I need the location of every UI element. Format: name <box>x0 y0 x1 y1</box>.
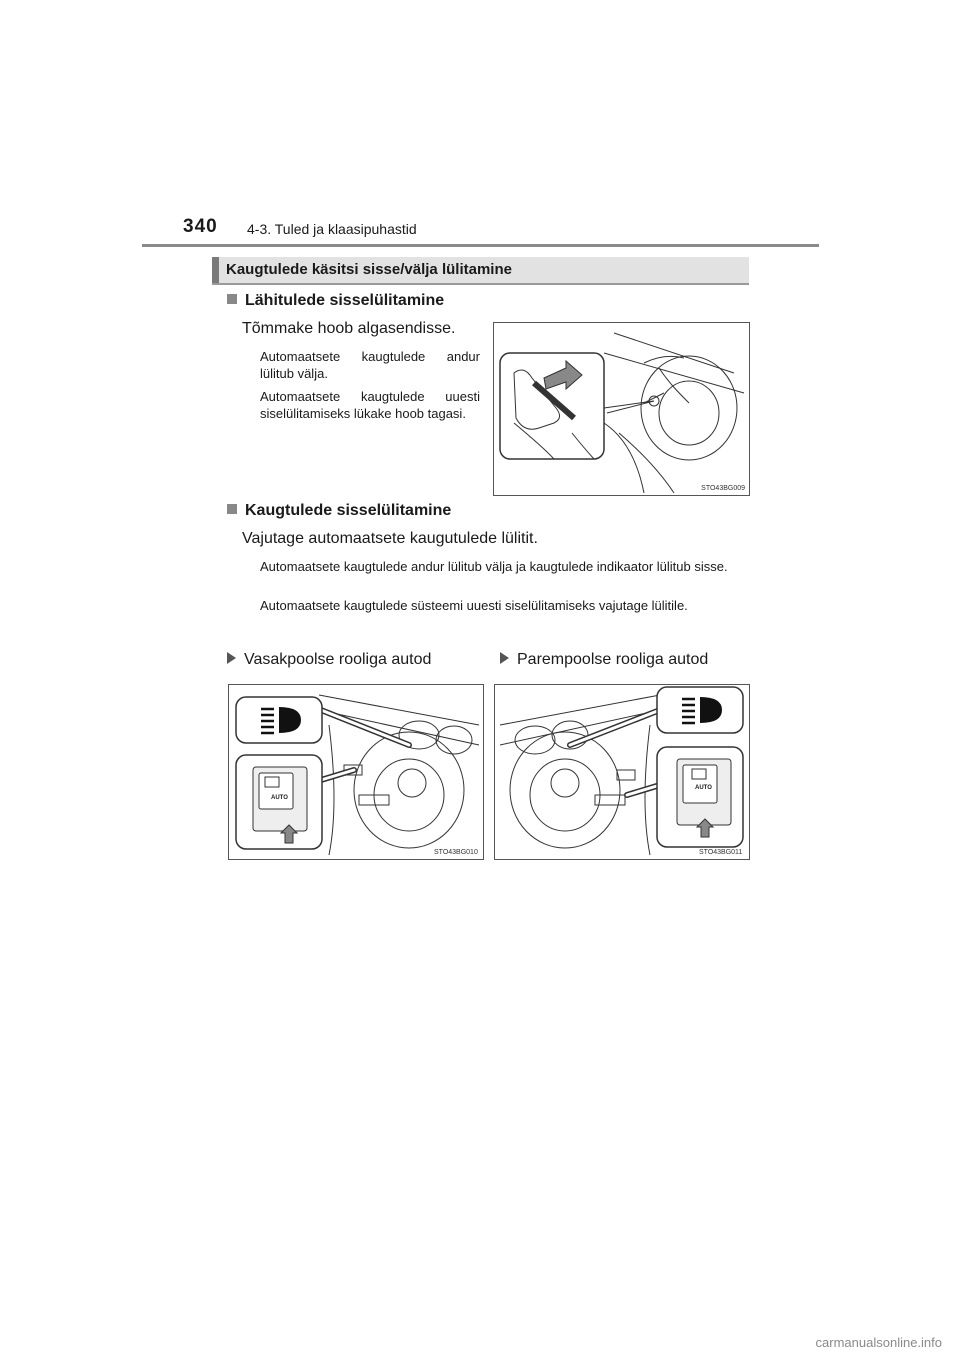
right-drive-drawing <box>495 685 749 859</box>
figure-code: STO43BG009 <box>701 485 745 492</box>
section-heading-text: Kaugtulede käsitsi sisse/välja lülitamine <box>226 261 512 278</box>
variant-right-label <box>500 651 708 669</box>
figure-code-left: STO43BG010 <box>434 849 478 856</box>
high-beam-instruction: Vajutage automaatsete kaugutulede lülitit. <box>242 530 538 547</box>
low-beam-note-2: Automaatsete kaugtulede uuesti siselülitamiseks lükake hoob tagasi. <box>260 389 480 421</box>
variant-right-label-text: Parempoolse rooliga autod <box>517 651 709 668</box>
variant-left-label-text: Vasakpoolse rooliga autod <box>244 651 432 668</box>
page-number: 340 <box>183 216 218 237</box>
auto-switch-label-left: AUTO <box>271 795 288 801</box>
high-beam-note-1: Automaatsete kaugtulede andur lülitub välja ja kaugtulede indikaator lülitub sisse. <box>260 559 728 574</box>
triangle-bullet-icon <box>227 652 236 664</box>
left-drive-illustration <box>228 684 484 860</box>
low-beam-instruction: Tõmmake hoob algasendisse. <box>242 320 456 337</box>
low-beam-heading-text: Lähitulede sisselülitamine <box>245 292 445 309</box>
low-beam-note-1: Automaatsete kaugtulede andur lülitub välja. <box>260 349 480 381</box>
figure-code-right: STO43BG011 <box>699 849 743 856</box>
triangle-bullet-icon <box>500 652 509 664</box>
header-rule <box>142 244 819 247</box>
high-beam-note-2: Automaatsete kaugtulede süsteemi uuesti siselülitamiseks vajutage lülitile. <box>260 598 688 613</box>
high-beam-heading-text: Kaugtulede sisselülitamine <box>245 502 452 519</box>
right-drive-illustration <box>494 684 750 860</box>
auto-switch-label-right: AUTO <box>695 785 712 791</box>
variant-left-label <box>227 651 431 669</box>
lever-drawing <box>494 323 749 495</box>
square-bullet-icon <box>227 504 237 514</box>
left-drive-drawing <box>229 685 483 859</box>
high-beam-heading <box>227 502 451 520</box>
low-beam-heading <box>227 292 444 310</box>
watermark: carmanualsonline.info <box>815 1335 942 1350</box>
section-heading <box>212 257 749 285</box>
square-bullet-icon <box>227 294 237 304</box>
chapter-title: 4-3. Tuled ja klaasipuhastid <box>247 221 417 237</box>
section-heading-bar <box>212 257 219 283</box>
lever-illustration <box>493 322 750 496</box>
